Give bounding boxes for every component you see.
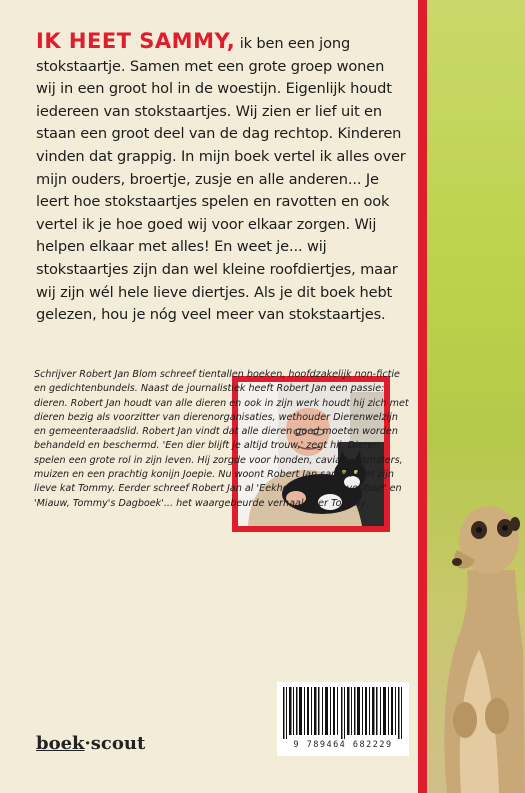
publisher-logo-dot: · — [84, 733, 91, 754]
publisher-logo-part2: scout — [90, 733, 146, 754]
isbn-barcode — [277, 682, 409, 756]
author-bio: Schrijver Robert Jan Blom schreef tientallen boeken, hoofdzakelijk non-fictie en gedichtenbundels. Naast de journalistiek heeft Robert Jan een passie: dieren. Robert Jan houdt van alle dieren en ook in zijn werk houdt hij zich met dieren bezig als voorzitter van dierenorganisaties, wethouder Dierenwelzijn en gemeenteraadslid. Robert Jan vindt dat alle dieren goed moeten worden behandeld en beschermd. 'Een dier blijft je altijd trouw,' zegt hij. Dieren spelen een grote rol in zijn leven. Hij zorgde voor honden, cavia's, hamsters, muizen en een prachtig konijn Joepie. Nu woont Robert Jan samen met zijn lieve kat Tommy. Eerder schreef Robert Jan al 'Eekhoorntjes op Avontuur' en 'Miauw, Tommy's Dagboek'... het waargebeurde verhaal over Tommy. — [34, 369, 409, 509]
intro-text: ik ben een jong stokstaartje. Samen met een grote groep wonen wij in een groot hol in de woestijn. Eigenlijk houdt iedereen van stokstaartjes. Wij zien er lief uit en staan een groot deel van de dag rechtop. Kinderen vinden dat grappig. In mijn boek vertel ik alles over mijn ouders, broertje, zusje en alle anderen... Je leert hoe stokstaartjes spelen en ravotten en ook vertel ik je hoe goed wij voor elkaar zorgen. Wij helpen elkaar met alles! En weet je... wij stokstaartjes zijn dan wel kleine roofdiertjes, maar wij zijn wél hele lieve diertjes. Als je dit boek hebt gelezen, hou je nóg veel meer van stokstaartjes. — [36, 35, 406, 324]
intro-lead: IK HEET SAMMY, — [36, 29, 236, 53]
meerkat-illustration — [427, 470, 525, 793]
intro-paragraph — [36, 30, 408, 327]
isbn-number: 9 789464 682229 — [293, 740, 393, 750]
publisher-logo — [36, 733, 145, 754]
publisher-logo-part1: boek — [36, 733, 85, 754]
red-divider-stripe — [418, 0, 427, 793]
barcode-bars — [283, 687, 403, 739]
